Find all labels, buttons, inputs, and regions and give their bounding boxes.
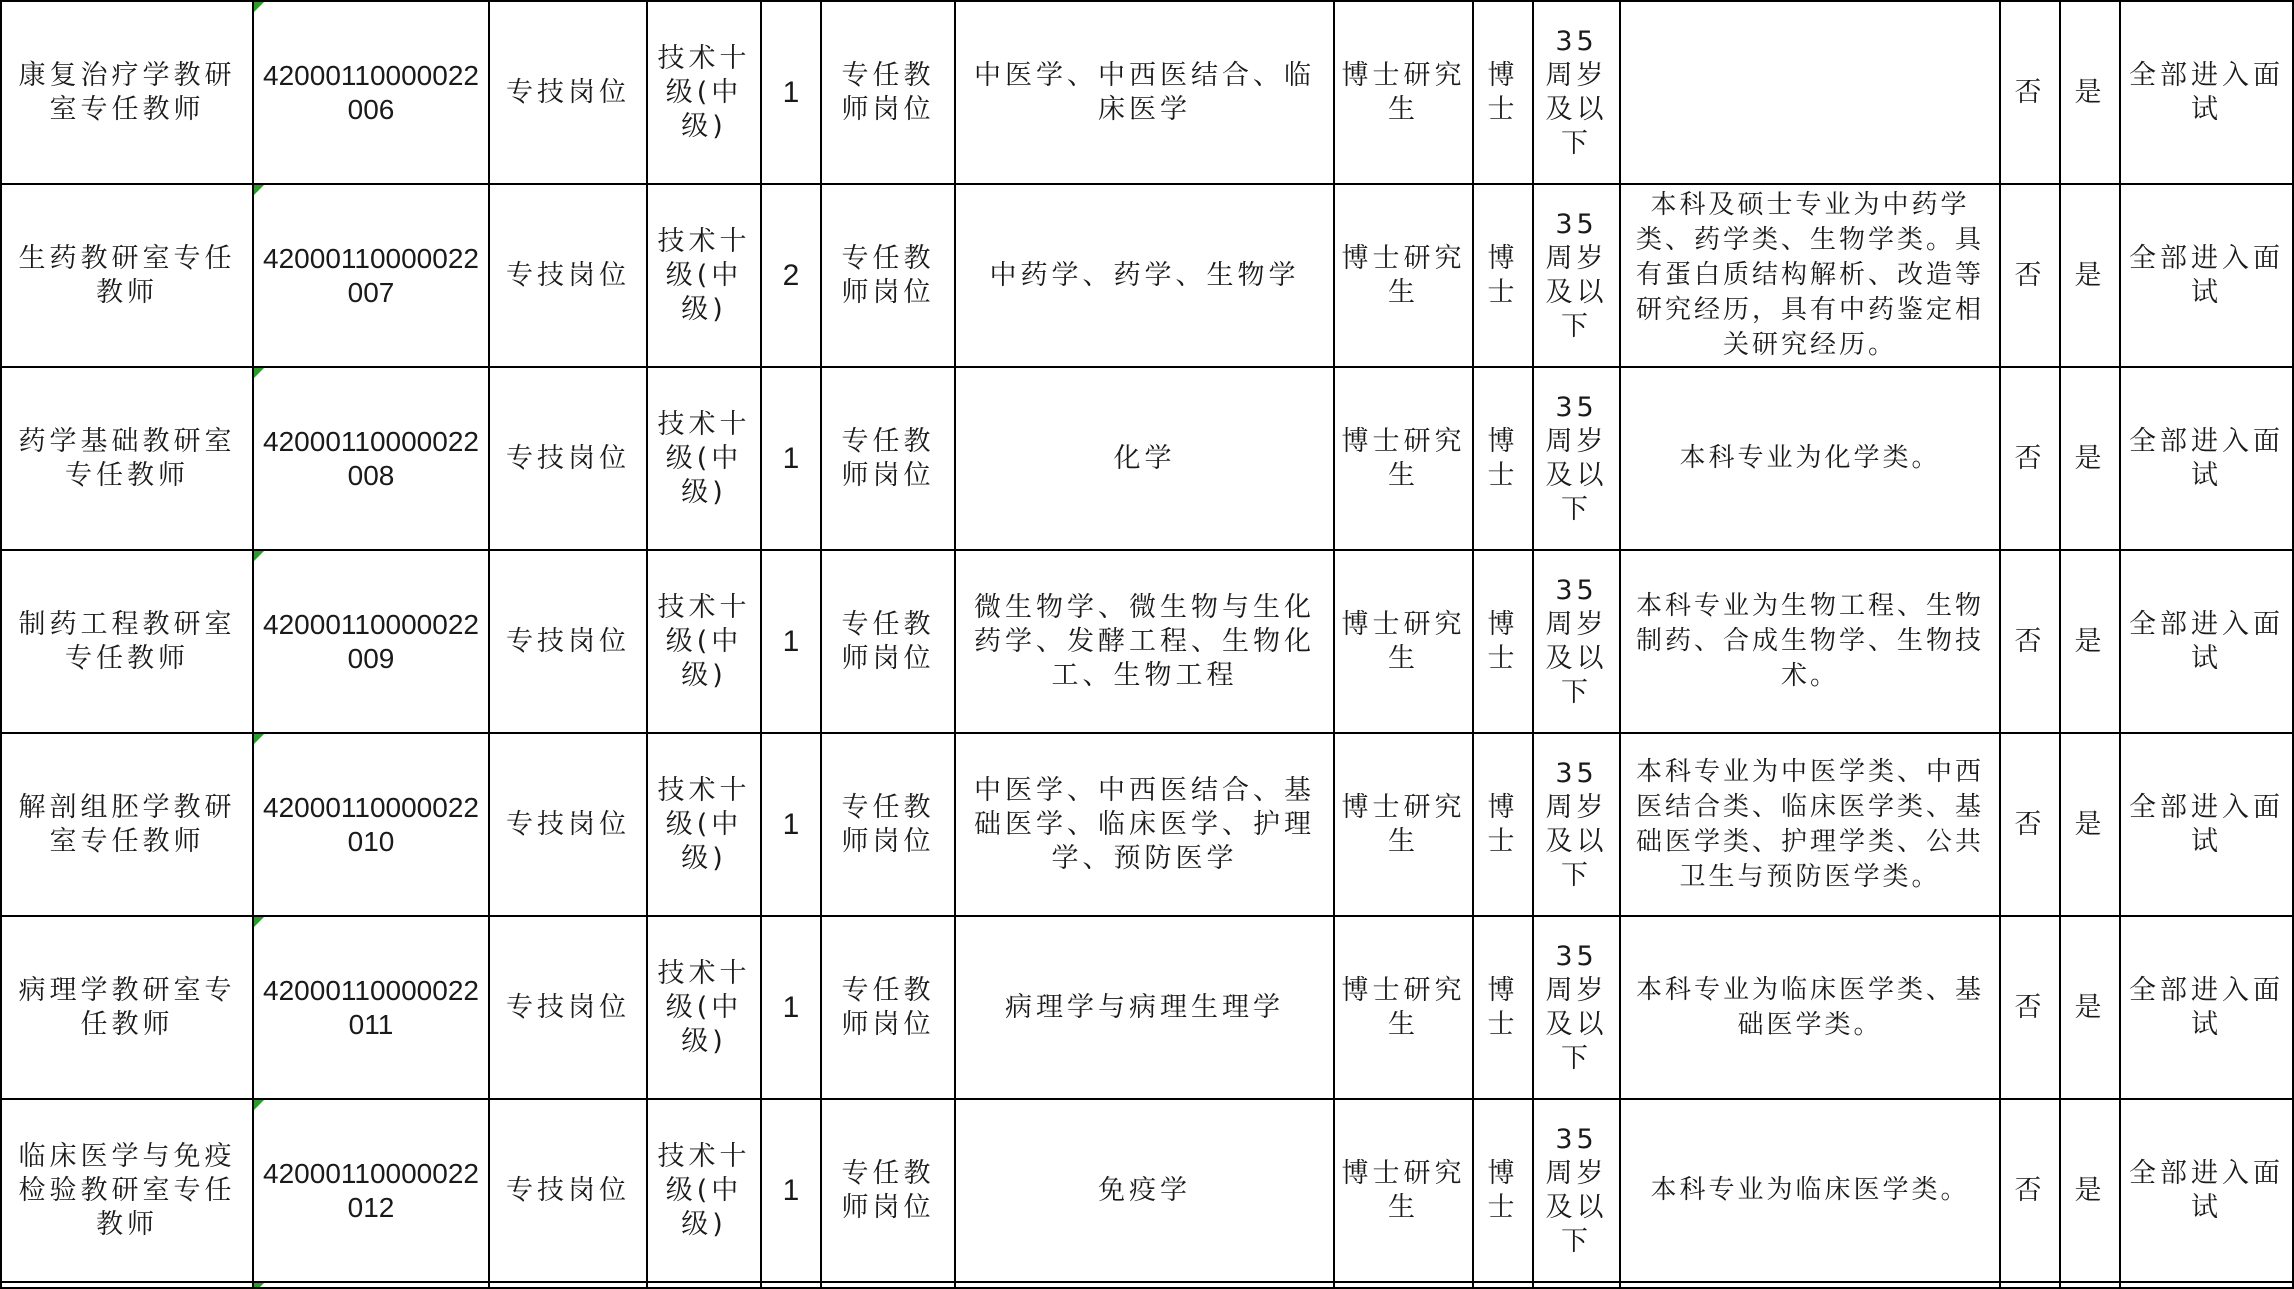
table-row [1, 550, 2293, 733]
written-exam-flag-text: 否 [2014, 991, 2046, 1023]
post-type-text: 专技岗位 [506, 259, 630, 291]
position-code-cell[interactable] [253, 1, 489, 184]
post-level-text: 技术十级(中级) [657, 774, 751, 874]
education-cell[interactable] [1334, 550, 1473, 733]
age-requirement-text: 35周岁及以下 [1545, 1123, 1608, 1257]
table-row [1, 1, 2293, 184]
interview-method-cell[interactable] [2120, 184, 2293, 367]
other-conditions-text: 本科专业为化学类。 [1679, 443, 1941, 473]
position-code-text: 42000110000022007 [263, 242, 479, 308]
interview-flag-cell[interactable] [2060, 916, 2120, 1099]
headcount-text: 2 [782, 258, 800, 292]
degree-text: 博士 [1487, 608, 1519, 674]
post-level-cell[interactable] [647, 367, 761, 550]
post-level-cell[interactable] [647, 550, 761, 733]
position-name-cell[interactable] [1, 1099, 253, 1282]
empty-cell [489, 1282, 647, 1288]
headcount-cell[interactable] [761, 367, 821, 550]
interview-flag-text: 是 [2074, 259, 2106, 291]
table-row [1, 916, 2293, 1099]
position-name-cell[interactable] [1, 1, 253, 184]
major-text: 中药学、药学、生物学 [989, 259, 1300, 291]
written-exam-flag-text: 否 [2014, 76, 2046, 108]
interview-flag-text: 是 [2074, 1174, 2106, 1206]
headcount-text: 1 [782, 624, 800, 658]
major-cell[interactable] [955, 1, 1334, 184]
post-category-cell[interactable] [821, 550, 955, 733]
written-exam-flag-cell[interactable] [2000, 550, 2060, 733]
comment-marker-icon [254, 551, 264, 561]
post-category-text: 专任教师岗位 [841, 242, 935, 308]
post-category-cell[interactable] [821, 1099, 955, 1282]
major-cell[interactable] [955, 367, 1334, 550]
written-exam-flag-cell[interactable] [2000, 733, 2060, 916]
post-category-text: 专任教师岗位 [841, 425, 935, 491]
other-conditions-cell[interactable] [1620, 550, 2000, 733]
major-text: 中医学、中西医结合、临床医学 [974, 59, 1315, 125]
partial-next-row [1, 1282, 2293, 1288]
post-category-cell[interactable] [821, 1, 955, 184]
post-category-cell[interactable] [821, 367, 955, 550]
table-row [1, 733, 2293, 916]
position-code-cell[interactable] [253, 1099, 489, 1282]
written-exam-flag-cell[interactable] [2000, 1099, 2060, 1282]
written-exam-flag-cell[interactable] [2000, 916, 2060, 1099]
interview-flag-cell[interactable] [2060, 550, 2120, 733]
interview-flag-text: 是 [2074, 625, 2106, 657]
interview-flag-cell[interactable] [2060, 184, 2120, 367]
major-cell[interactable] [955, 184, 1334, 367]
age-requirement-cell[interactable] [1533, 916, 1620, 1099]
education-text: 博士研究生 [1341, 1157, 1466, 1223]
position-code-cell[interactable] [253, 184, 489, 367]
position-name-text: 制药工程教研室专任教师 [18, 608, 236, 674]
interview-method-text: 全部进入面试 [2129, 242, 2284, 308]
post-category-cell[interactable] [821, 733, 955, 916]
education-cell[interactable] [1334, 733, 1473, 916]
education-text: 博士研究生 [1341, 608, 1466, 674]
comment-marker-icon [254, 368, 264, 378]
degree-cell[interactable] [1473, 550, 1533, 733]
table-row [1, 1099, 2293, 1282]
post-level-text: 技术十级(中级) [657, 225, 751, 325]
age-requirement-text: 35周岁及以下 [1545, 940, 1608, 1074]
post-type-cell[interactable] [489, 1, 647, 184]
post-type-cell[interactable] [489, 1099, 647, 1282]
other-conditions-cell[interactable] [1620, 1099, 2000, 1282]
headcount-cell[interactable] [761, 916, 821, 1099]
major-cell[interactable] [955, 733, 1334, 916]
degree-text: 博士 [1487, 425, 1519, 491]
comment-marker-icon [254, 1283, 264, 1288]
position-code-cell[interactable] [253, 367, 489, 550]
post-type-cell[interactable] [489, 367, 647, 550]
interview-flag-text: 是 [2074, 76, 2106, 108]
degree-cell[interactable] [1473, 367, 1533, 550]
empty-cell [2120, 1282, 2293, 1288]
post-type-text: 专技岗位 [506, 1174, 630, 1206]
headcount-text: 1 [782, 1173, 800, 1207]
position-code-text: 42000110000022008 [263, 425, 479, 491]
headcount-text: 1 [782, 75, 800, 109]
age-requirement-cell[interactable] [1533, 550, 1620, 733]
post-level-text: 技术十级(中级) [657, 42, 751, 142]
position-code-cell[interactable] [253, 733, 489, 916]
written-exam-flag-cell[interactable] [2000, 1, 2060, 184]
degree-text: 博士 [1487, 242, 1519, 308]
age-requirement-cell[interactable] [1533, 733, 1620, 916]
empty-cell [821, 1282, 955, 1288]
headcount-cell[interactable] [761, 1099, 821, 1282]
education-cell[interactable] [1334, 1099, 1473, 1282]
post-level-text: 技术十级(中级) [657, 1140, 751, 1240]
education-cell[interactable] [1334, 367, 1473, 550]
position-name-text: 病理学教研室专任教师 [18, 974, 236, 1040]
empty-cell [1334, 1282, 1473, 1288]
age-requirement-text: 35周岁及以下 [1545, 757, 1608, 891]
comment-marker-icon [254, 1100, 264, 1110]
position-name-text: 药学基础教研室专任教师 [18, 425, 236, 491]
position-name-cell[interactable] [1, 367, 253, 550]
education-text: 博士研究生 [1341, 425, 1466, 491]
written-exam-flag-text: 否 [2014, 442, 2046, 474]
age-requirement-cell[interactable] [1533, 1099, 1620, 1282]
post-category-cell[interactable] [821, 916, 955, 1099]
other-conditions-cell[interactable] [1620, 1, 2000, 184]
education-text: 博士研究生 [1341, 242, 1466, 308]
post-category-text: 专任教师岗位 [841, 59, 935, 125]
position-name-text: 康复治疗学教研室专任教师 [18, 59, 236, 125]
major-text: 病理学与病理生理学 [1005, 991, 1284, 1023]
empty-cell [955, 1282, 1334, 1288]
post-level-text: 技术十级(中级) [657, 408, 751, 508]
position-name-text: 生药教研室专任教师 [18, 242, 236, 308]
empty-cell [2000, 1282, 2060, 1288]
other-conditions-cell[interactable] [1620, 916, 2000, 1099]
post-type-text: 专技岗位 [506, 991, 630, 1023]
other-conditions-text: 本科专业为生物工程、生物制药、合成生物学、生物技术。 [1635, 591, 1984, 691]
post-type-cell[interactable] [489, 184, 647, 367]
post-category-text: 专任教师岗位 [841, 791, 935, 857]
age-requirement-text: 35周岁及以下 [1545, 208, 1608, 342]
interview-flag-text: 是 [2074, 808, 2106, 840]
interview-method-cell[interactable] [2120, 916, 2293, 1099]
post-category-text: 专任教师岗位 [841, 608, 935, 674]
degree-cell[interactable] [1473, 1, 1533, 184]
degree-cell[interactable] [1473, 733, 1533, 916]
post-type-text: 专技岗位 [506, 442, 630, 474]
education-cell[interactable] [1334, 184, 1473, 367]
education-text: 博士研究生 [1341, 59, 1466, 125]
written-exam-flag-text: 否 [2014, 808, 2046, 840]
written-exam-flag-cell[interactable] [2000, 367, 2060, 550]
headcount-text: 1 [782, 807, 800, 841]
empty-cell [2060, 1282, 2120, 1288]
post-level-cell[interactable] [647, 916, 761, 1099]
table-body [1, 1, 2293, 1288]
post-level-text: 技术十级(中级) [657, 957, 751, 1057]
post-type-cell[interactable] [489, 733, 647, 916]
position-code-text: 42000110000022010 [263, 791, 479, 857]
post-level-text: 技术十级(中级) [657, 591, 751, 691]
age-requirement-text: 35周岁及以下 [1545, 574, 1608, 708]
post-category-cell[interactable] [821, 184, 955, 367]
interview-flag-cell[interactable] [2060, 733, 2120, 916]
headcount-cell[interactable] [761, 184, 821, 367]
written-exam-flag-text: 否 [2014, 625, 2046, 657]
empty-cell [761, 1282, 821, 1288]
position-code-text: 42000110000022006 [263, 59, 479, 125]
other-conditions-text: 本科及硕士专业为中药学类、药学类、生物学类。具有蛋白质结构解析、改造等研究经历，具有中药鉴定相关研究经历。 [1635, 190, 1984, 360]
major-cell[interactable] [955, 550, 1334, 733]
interview-method-text: 全部进入面试 [2129, 608, 2284, 674]
interview-method-text: 全部进入面试 [2129, 1157, 2284, 1223]
degree-text: 博士 [1487, 974, 1519, 1040]
post-category-text: 专任教师岗位 [841, 974, 935, 1040]
post-type-text: 专技岗位 [506, 625, 630, 657]
other-conditions-text: 本科专业为中医学类、中西医结合类、临床医学类、基础医学类、护理学类、公共卫生与预防医学类。 [1635, 756, 1984, 892]
empty-cell [1533, 1282, 1620, 1288]
position-name-text: 临床医学与免疫检验教研室专任教师 [18, 1140, 236, 1240]
empty-cell [1, 1282, 253, 1288]
written-exam-flag-text: 否 [2014, 259, 2046, 291]
major-text: 免疫学 [1098, 1174, 1191, 1206]
headcount-text: 1 [782, 441, 800, 475]
post-type-text: 专技岗位 [506, 808, 630, 840]
headcount-cell[interactable] [761, 1, 821, 184]
age-requirement-cell[interactable] [1533, 367, 1620, 550]
major-text: 化学 [1113, 442, 1176, 474]
post-level-cell[interactable] [647, 1, 761, 184]
empty-cell [1620, 1282, 2000, 1288]
post-type-cell[interactable] [489, 916, 647, 1099]
interview-method-cell[interactable] [2120, 1, 2293, 184]
other-conditions-cell[interactable] [1620, 733, 2000, 916]
interview-flag-text: 是 [2074, 991, 2106, 1023]
comment-marker-icon [254, 185, 264, 195]
education-text: 博士研究生 [1341, 974, 1466, 1040]
interview-method-text: 全部进入面试 [2129, 974, 2284, 1040]
interview-method-text: 全部进入面试 [2129, 791, 2284, 857]
other-conditions-cell[interactable] [1620, 184, 2000, 367]
degree-text: 博士 [1487, 791, 1519, 857]
post-level-cell[interactable] [647, 1099, 761, 1282]
interview-method-cell[interactable] [2120, 1099, 2293, 1282]
interview-flag-cell[interactable] [2060, 1099, 2120, 1282]
comment-marker-icon [254, 734, 264, 744]
comment-marker-icon [254, 2, 264, 12]
education-text: 博士研究生 [1341, 791, 1466, 857]
table-row [1, 184, 2293, 367]
position-name-cell[interactable] [1, 184, 253, 367]
comment-marker-icon [254, 917, 264, 927]
position-code-text: 42000110000022011 [263, 974, 479, 1040]
position-name-cell[interactable] [1, 916, 253, 1099]
headcount-cell[interactable] [761, 733, 821, 916]
degree-cell[interactable] [1473, 1099, 1533, 1282]
age-requirement-cell[interactable] [1533, 1, 1620, 184]
age-requirement-text: 35周岁及以下 [1545, 25, 1608, 159]
degree-cell[interactable] [1473, 184, 1533, 367]
interview-flag-text: 是 [2074, 442, 2106, 474]
degree-text: 博士 [1487, 59, 1519, 125]
post-level-cell[interactable] [647, 184, 761, 367]
age-requirement-cell[interactable] [1533, 184, 1620, 367]
interview-method-cell[interactable] [2120, 733, 2293, 916]
education-cell[interactable] [1334, 916, 1473, 1099]
other-conditions-text: 本科专业为临床医学类。 [1650, 1175, 1970, 1205]
position-name-text: 解剖组胚学教研室专任教师 [18, 791, 236, 857]
written-exam-flag-cell[interactable] [2000, 184, 2060, 367]
other-conditions-text: 本科专业为临床医学类、基础医学类。 [1635, 974, 1984, 1040]
interview-flag-cell[interactable] [2060, 367, 2120, 550]
empty-cell [253, 1282, 489, 1288]
position-code-cell[interactable] [253, 916, 489, 1099]
interview-method-cell[interactable] [2120, 367, 2293, 550]
position-code-text: 42000110000022012 [263, 1157, 479, 1223]
post-type-text: 专技岗位 [506, 76, 630, 108]
interview-flag-cell[interactable] [2060, 1, 2120, 184]
education-cell[interactable] [1334, 1, 1473, 184]
post-type-cell[interactable] [489, 550, 647, 733]
post-level-cell[interactable] [647, 733, 761, 916]
interview-method-text: 全部进入面试 [2129, 59, 2284, 125]
interview-method-cell[interactable] [2120, 550, 2293, 733]
degree-cell[interactable] [1473, 916, 1533, 1099]
position-name-cell[interactable] [1, 733, 253, 916]
interview-method-text: 全部进入面试 [2129, 425, 2284, 491]
empty-cell [1473, 1282, 1533, 1288]
major-cell[interactable] [955, 916, 1334, 1099]
headcount-text: 1 [782, 990, 800, 1024]
headcount-cell[interactable] [761, 550, 821, 733]
written-exam-flag-text: 否 [2014, 1174, 2046, 1206]
degree-text: 博士 [1487, 1157, 1519, 1223]
position-code-cell[interactable] [253, 550, 489, 733]
other-conditions-cell[interactable] [1620, 367, 2000, 550]
position-name-cell[interactable] [1, 550, 253, 733]
major-text: 中医学、中西医结合、基础医学、临床医学、护理学、预防医学 [974, 774, 1315, 874]
table-row [1, 367, 2293, 550]
age-requirement-text: 35周岁及以下 [1545, 391, 1608, 525]
major-cell[interactable] [955, 1099, 1334, 1282]
post-category-text: 专任教师岗位 [841, 1157, 935, 1223]
major-text: 微生物学、微生物与生化药学、发酵工程、生物化工、生物工程 [974, 591, 1315, 691]
empty-cell [647, 1282, 761, 1288]
position-code-text: 42000110000022009 [263, 608, 479, 674]
